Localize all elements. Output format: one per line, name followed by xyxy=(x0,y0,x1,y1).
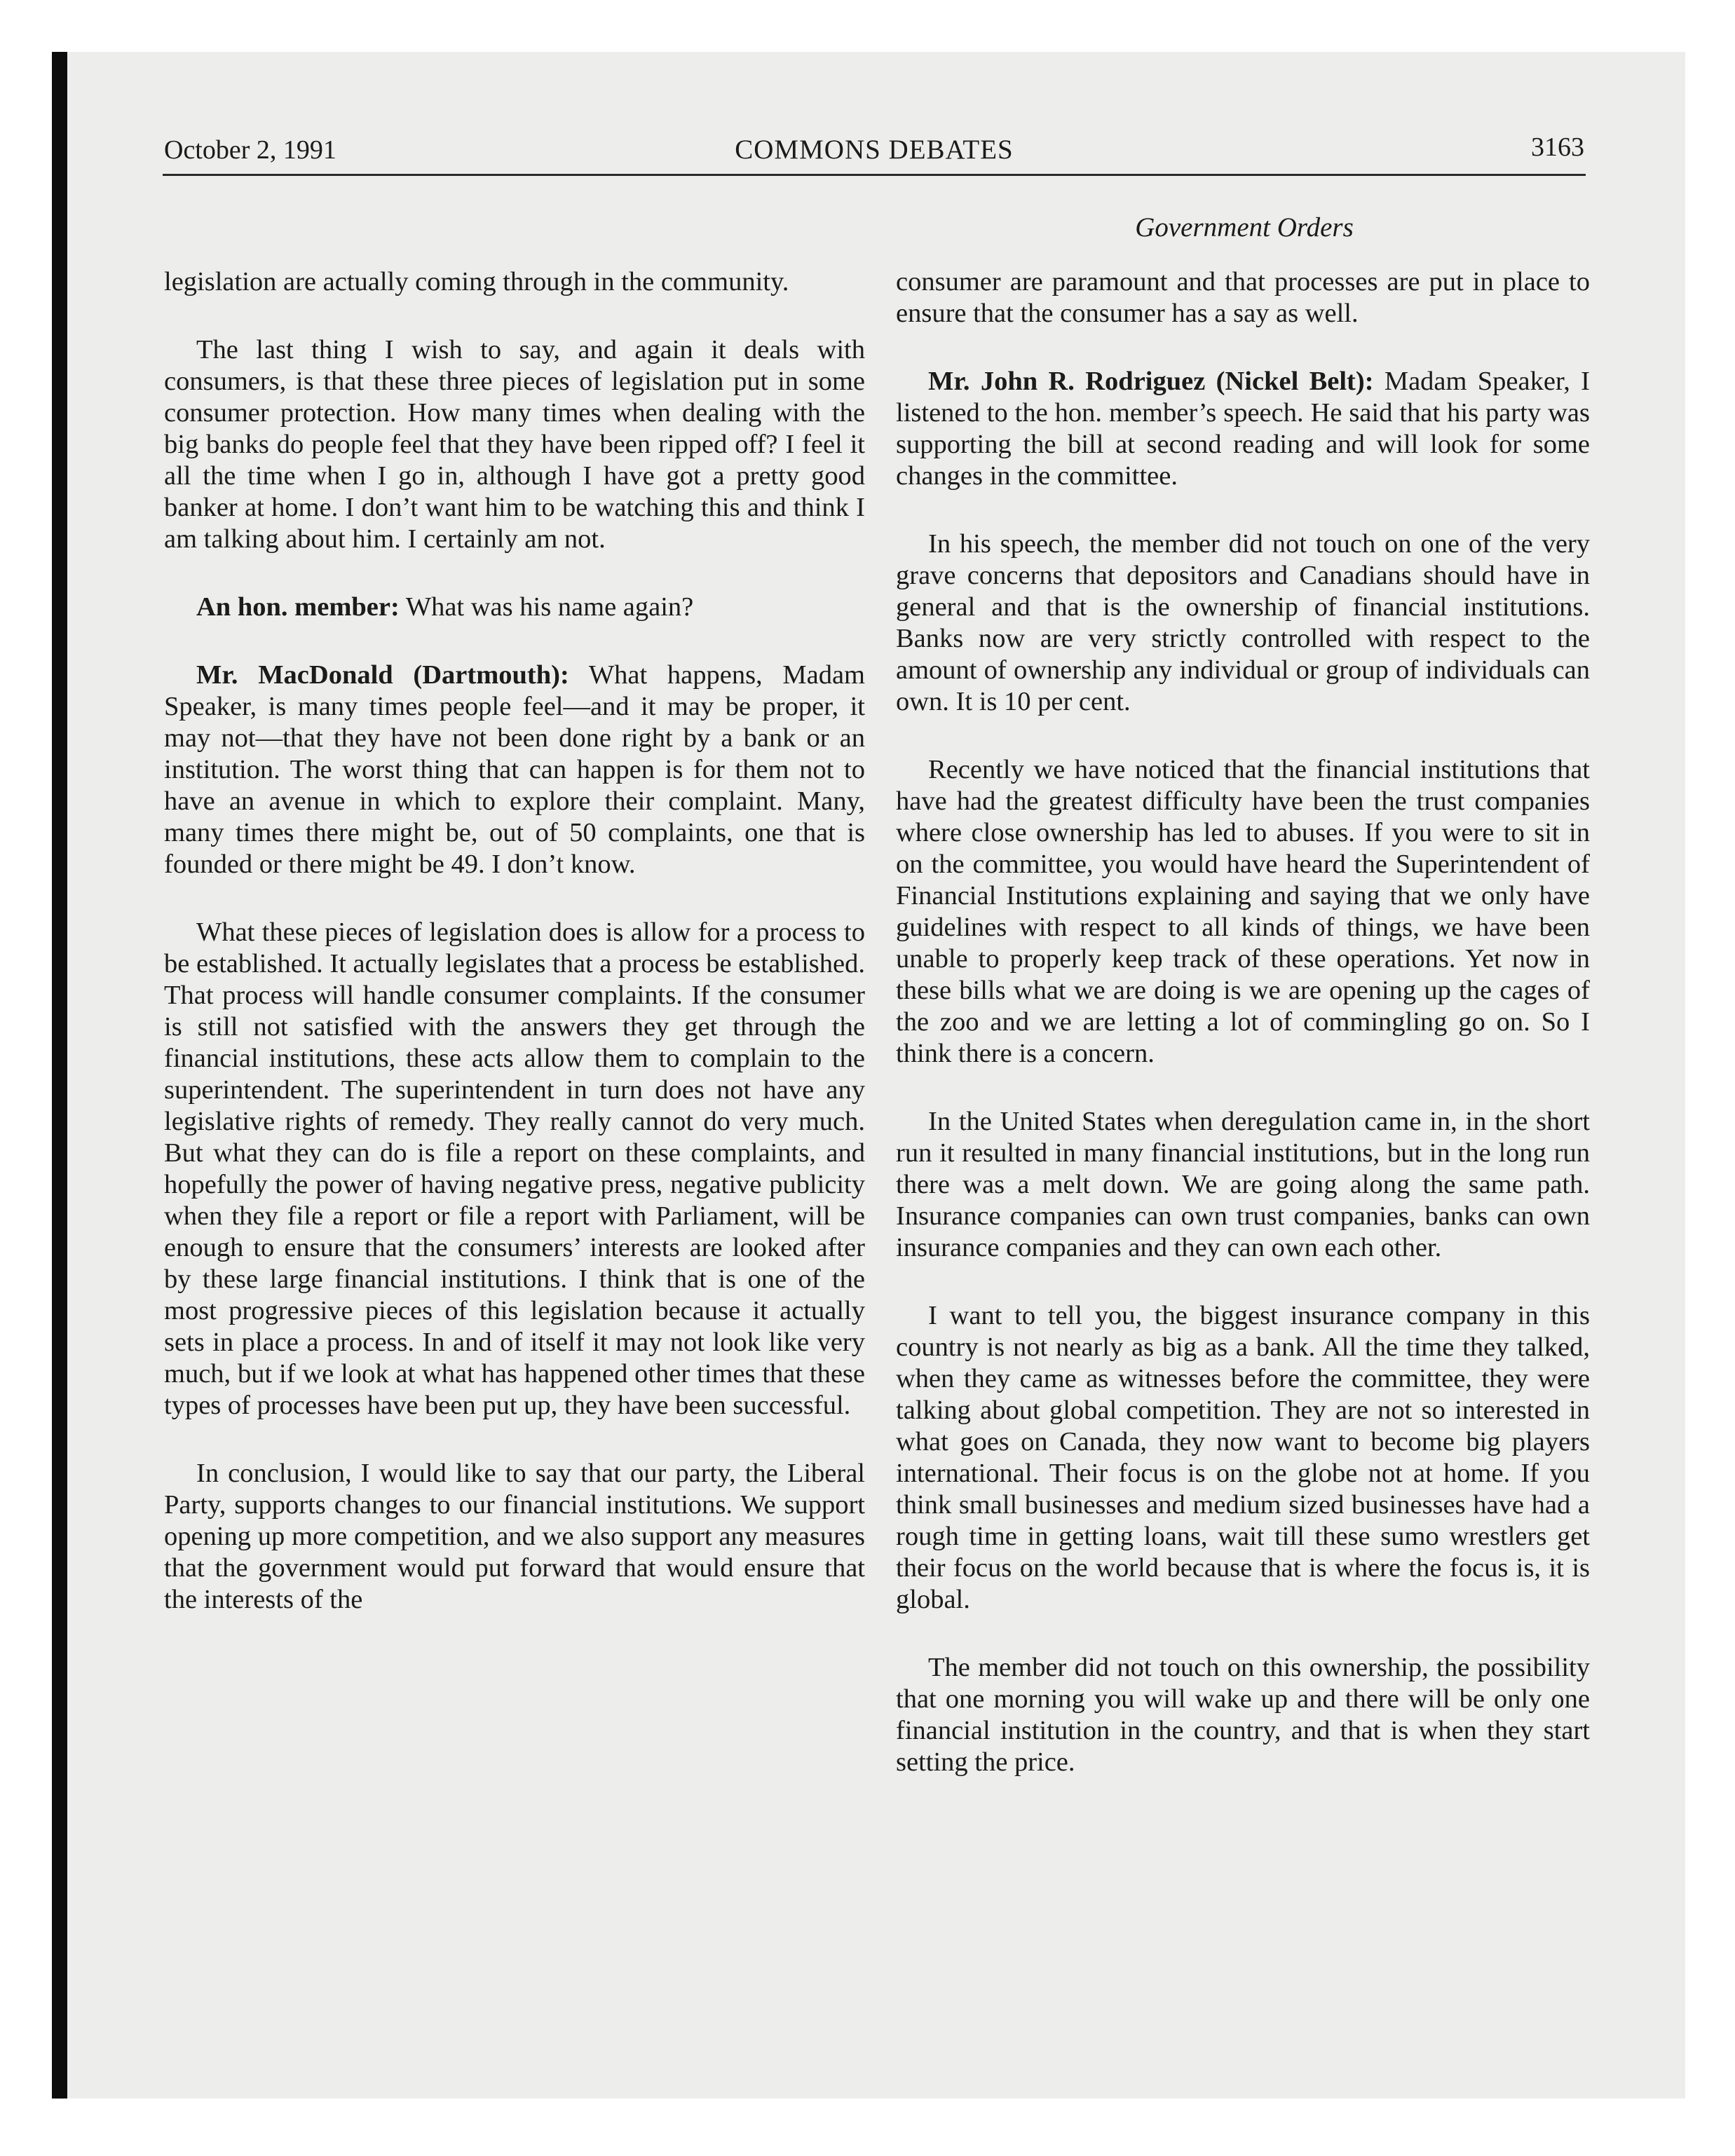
speaker-name: An hon. member: xyxy=(196,592,400,622)
header-publication: COMMONS DEBATES xyxy=(735,135,1014,165)
scan-edge-bar xyxy=(52,52,67,2099)
paragraph xyxy=(896,754,1590,1070)
header-rule xyxy=(163,174,1586,176)
section-title: Government Orders xyxy=(1135,212,1354,243)
paragraph xyxy=(896,1652,1590,1778)
paragraph-text: In conclusion, I would like to say that our party, the Liberal Party, supports changes to our financial institutions. We support opening up more competition, and we also support any measures that the government would put forward that would ensure that the interests of the xyxy=(164,1459,865,1614)
right-column xyxy=(896,266,1590,1815)
header-page-number: 3163 xyxy=(1531,132,1584,162)
paragraph xyxy=(164,1458,865,1616)
paragraph xyxy=(164,266,865,298)
paragraph-text: What these pieces of legislation does is allow for a process to be established. It actually legislates that a process be established. That process will handle consumer complaints. If the consumer is still not satisfied with the answers they get through the financial institutions, these acts allow them to complain to the superintendent. The superintendent in turn does not have any legislative rights of remedy. They really cannot do very much. But what they can do is file a report on these complaints, and hopefully the power of having negative press, negative publicity when they file a report or file a report with Parliament, will be enough to ensure that the consumers’ interests are looked after by these large financial institutions. I think that is one of the most progressive pieces of this legislation because it actually sets in place a process. In and of itself it may not look like very much, but if we look at what has happened other times that these types of processes have been put up, they have been successful. xyxy=(164,917,865,1420)
speaker-name: Mr. MacDonald (Dartmouth): xyxy=(196,660,569,690)
paragraph xyxy=(896,528,1590,718)
paragraph-text: In his speech, the member did not touch on one of the very grave concerns that depositors and Canadians should have in general and that is the ownership of financial institutions. Banks now are very strictly controlled with respect to the amount of ownership any individual or group of individuals can own. It is 10 per cent. xyxy=(896,529,1590,716)
paragraph-text: legislation are actually coming through in the community. xyxy=(164,267,789,296)
paragraph xyxy=(896,366,1590,492)
page-header xyxy=(164,130,1584,172)
paragraph-text: Recently we have noticed that the financial institutions that have had the greatest difficulty have been the trust companies where close ownership has led to abuses. If you were to sit in on the committee, you would have heard the Superintendent of Financial Institutions explaining and saying that we only have guidelines with respect to all kinds of things, we have been unable to properly keep track of these operations. Yet now in these bills what we are doing is we are opening up the cages of the zoo and we are letting a lot of commingling go on. So I think there is a concern. xyxy=(896,755,1590,1068)
paragraph xyxy=(164,334,865,555)
paragraph xyxy=(896,266,1590,329)
speaker-name: Mr. John R. Rodriguez (Nickel Belt): xyxy=(928,367,1374,396)
paragraph xyxy=(164,660,865,880)
paragraph xyxy=(164,917,865,1421)
paragraph-text: What happens, Madam Speaker, is many times people feel—and it may be proper, it may not—that they have not been done right by a bank or an institution. The worst thing that can happen is for them not to have an avenue in which to explore their complaint. Many, many times there might be, out of 50 complaints, one that is founded or there might be 49. I don’t know. xyxy=(164,660,865,879)
paragraph-text: I want to tell you, the biggest insurance company in this country is not nearly as big as a bank. All the time they talked, when they came as witnesses before the committee, they were talking about global competition. They are not so interested in what goes on Canada, they now want to become big players international. Their focus is on the globe not at home. If you think small businesses and medium sized businesses have had a rough time in getting loans, wait till these sumo wrestlers get their focus on the world because that is where the focus is, it is global. xyxy=(896,1301,1590,1614)
left-column xyxy=(164,266,865,1652)
paragraph-text: consumer are paramount and that processes are put in place to ensure that the consumer has a say as well. xyxy=(896,267,1590,328)
paragraph-text: The last thing I wish to say, and again it deals with consumers, is that these three pieces of legislation put in some consumer protection. How many times when dealing with the big banks do people feel that they have been ripped off? I feel it all the time when I go in, although I have got a pretty good banker at home. I don’t want him to be watching this and think I am talking about him. I certainly am not. xyxy=(164,335,865,554)
paragraph-text: What was his name again? xyxy=(405,592,694,622)
paragraph xyxy=(896,1106,1590,1264)
header-date: October 2, 1991 xyxy=(164,135,336,165)
paragraph xyxy=(164,592,865,623)
paragraph-text: Madam Speaker, I listened to the hon. member’s speech. He said that his party was supporting the bill at second reading and will look for some changes in the committee. xyxy=(896,367,1590,491)
paragraph xyxy=(896,1300,1590,1616)
paragraph-text: In the United States when deregulation came in, in the short run it resulted in many financial institutions, but in the long run there was a melt down. We are going along the same path. Insurance companies can own trust companies, banks can own insurance companies and they can own each other. xyxy=(896,1107,1590,1262)
paragraph-text: The member did not touch on this ownership, the possibility that one morning you will wake up and there will be only one financial institution in the country, and that is when they start setting the price. xyxy=(896,1653,1590,1777)
